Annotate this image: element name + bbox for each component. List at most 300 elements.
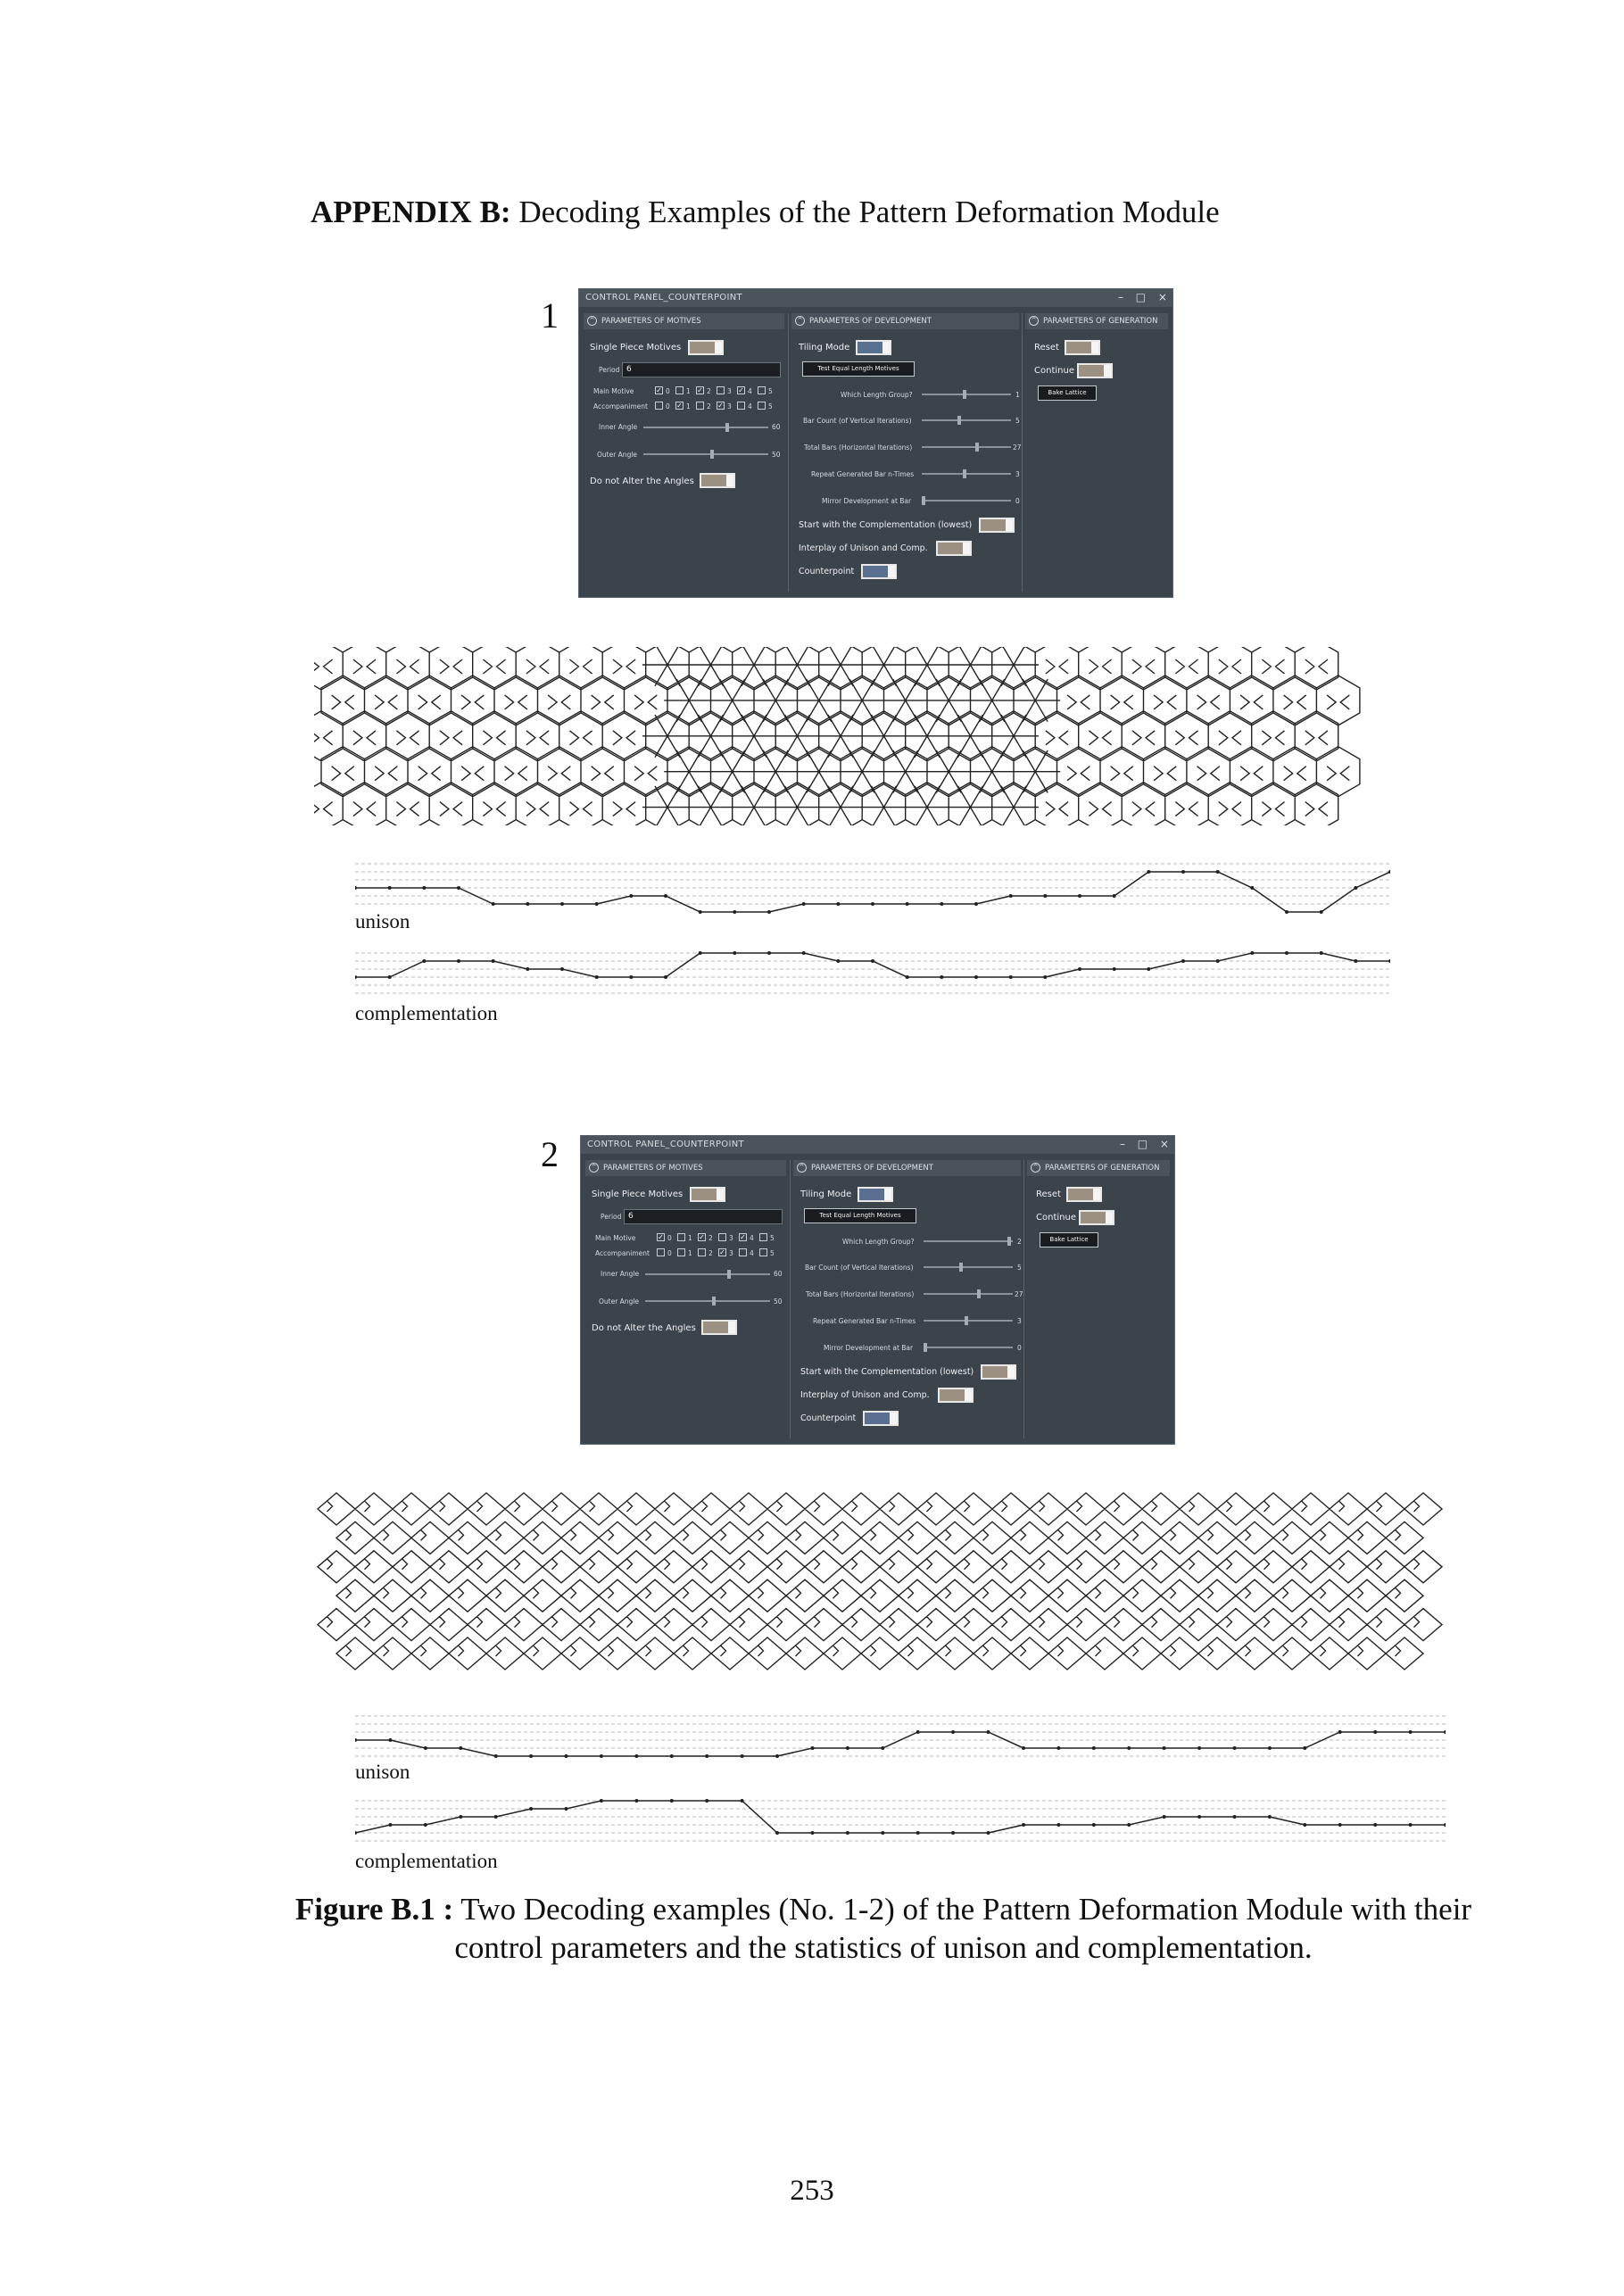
slider-thumb[interactable] <box>965 1316 968 1325</box>
section-generation[interactable]: ^ PARAMETERS OF GENERATION <box>1025 313 1168 329</box>
slider-thumb[interactable] <box>922 496 925 505</box>
interplay-label: Interplay of Unison and Comp. <box>800 1390 930 1400</box>
bar-count-value: 5 <box>1015 417 1020 425</box>
statistic-point <box>526 902 529 906</box>
statistic-point <box>1303 1746 1306 1750</box>
counterpoint-label: Counterpoint <box>800 1413 857 1423</box>
checkbox[interactable] <box>737 402 745 410</box>
mirror-slider[interactable] <box>922 500 1011 501</box>
statistic-point <box>388 975 392 979</box>
outer-angle-label: Outer Angle <box>597 451 638 459</box>
checkbox[interactable] <box>657 1248 665 1256</box>
slider-thumb[interactable] <box>924 1343 927 1352</box>
divider <box>790 1160 791 1438</box>
statistic-points <box>355 870 1390 914</box>
statistic-point <box>1285 951 1288 955</box>
complementation-label: complementation <box>355 1850 498 1872</box>
statistic-point <box>494 1815 498 1819</box>
slider-thumb[interactable] <box>725 423 729 432</box>
panel-title-bar <box>579 289 1172 307</box>
checkbox[interactable] <box>759 1248 767 1256</box>
statistic-point <box>802 902 806 906</box>
checkbox[interactable]: ✓ <box>717 402 724 410</box>
statistic-point <box>459 1746 462 1750</box>
statistic-point <box>1338 1823 1342 1827</box>
statistic-point <box>1444 1823 1446 1827</box>
mirror-value: 0 <box>1015 497 1020 505</box>
statistic-point <box>355 1738 357 1742</box>
slider-thumb[interactable] <box>963 469 966 478</box>
statistic-point <box>1147 870 1150 874</box>
section-development[interactable]: ^ PARAMETERS OF DEVELOPMENT <box>793 1160 1021 1176</box>
slider-thumb[interactable] <box>957 416 961 425</box>
bake-lattice-button[interactable]: Bake Lattice <box>1040 1232 1098 1247</box>
statistic-point <box>1444 1730 1446 1734</box>
statistic-point <box>987 1730 990 1734</box>
statistic-point <box>600 1799 603 1803</box>
statistic-point <box>811 1831 815 1835</box>
pattern-drawing <box>314 647 1385 825</box>
statistic-point <box>424 1746 427 1750</box>
statistic-point <box>492 959 495 963</box>
collapse-icon: ^ <box>797 1163 807 1173</box>
statistic-point <box>670 1754 674 1758</box>
statistic-point <box>916 1730 920 1734</box>
inner-angle-label: Inner Angle <box>601 1270 640 1278</box>
total-bars-slider[interactable] <box>924 1293 1013 1295</box>
collapse-icon: ^ <box>587 316 597 326</box>
tiling-mode-label: Tiling Mode <box>800 1189 852 1199</box>
slider-thumb[interactable] <box>710 450 714 459</box>
repeat-label: Repeat Generated Bar n-Times <box>811 470 915 478</box>
page-number: 253 <box>790 2175 834 2207</box>
statistic-point <box>424 1823 427 1827</box>
statistic-point <box>1320 910 1323 914</box>
statistic-point <box>388 1738 392 1742</box>
statistic-points <box>355 1730 1446 1758</box>
statistic-point <box>565 1807 568 1811</box>
statistic-point <box>1113 967 1116 971</box>
statistic-point <box>1056 1823 1060 1827</box>
interplay-label: Interplay of Unison and Comp. <box>799 543 928 553</box>
statistic-point <box>629 894 633 898</box>
statistic-point <box>1285 910 1288 914</box>
slider-thumb[interactable] <box>1007 1237 1011 1246</box>
statistic-point <box>1303 1823 1306 1827</box>
panel-title: CONTROL PANEL_COUNTERPOINT <box>587 1140 744 1149</box>
statistic-point <box>1354 886 1357 890</box>
statistic-point <box>767 951 771 955</box>
checkbox[interactable]: ✓ <box>658 1233 664 1241</box>
unison-label: unison <box>355 910 410 932</box>
test-equal-length-button[interactable]: Test Equal Length Motives <box>802 361 915 377</box>
statistic-point <box>1022 1746 1025 1750</box>
statistic-point <box>1197 1746 1201 1750</box>
checkbox[interactable]: ✓ <box>656 386 662 394</box>
outer-angle-value: 50 <box>772 451 781 459</box>
statistic-point <box>529 1807 533 1811</box>
statistic-point <box>775 1831 779 1835</box>
checkbox[interactable] <box>718 1233 726 1241</box>
example-number: 1 <box>541 295 559 336</box>
statistic-point <box>741 1799 744 1803</box>
mirror-label: Mirror Development at Bar <box>824 1344 914 1352</box>
statistic-point <box>1043 894 1047 898</box>
statistic-point <box>457 886 460 890</box>
lattice-path <box>314 647 1360 825</box>
checkbox[interactable] <box>675 386 684 394</box>
statistic-line <box>355 1732 1446 1756</box>
total-bars-slider[interactable] <box>922 446 1011 448</box>
figure-caption: Figure B.1 : Two Decoding examples (No. 1-2) of the Pattern Deformation Module with their control parameters and the statistics of unison and complementation. <box>294 1892 1472 1965</box>
start-complementation-label: Start with the Complementation (lowest) <box>800 1367 974 1377</box>
lattice-lines <box>318 1493 1442 1670</box>
statistic-point <box>1197 1815 1201 1819</box>
statistic-point <box>802 951 806 955</box>
continue-label: Continue <box>1036 1213 1076 1223</box>
total-bars-value: 27 <box>1013 443 1022 452</box>
statistic-point <box>1233 1815 1237 1819</box>
collapse-icon: ^ <box>1031 1163 1040 1173</box>
statistic-point <box>1092 1823 1096 1827</box>
checkbox[interactable] <box>696 402 704 410</box>
continue-label: Continue <box>1034 366 1074 376</box>
section-generation[interactable]: ^ PARAMETERS OF GENERATION <box>1027 1160 1170 1176</box>
checkbox[interactable] <box>758 402 766 410</box>
statistic-point <box>1216 870 1220 874</box>
which-length-slider[interactable] <box>924 1240 1013 1242</box>
statistic-point <box>811 1746 815 1750</box>
bar-count-label: Bar Count (of Vertical Iterations) <box>805 1264 914 1272</box>
bar-count-label: Bar Count (of Vertical Iterations) <box>803 417 912 425</box>
interplay-toggle[interactable] <box>938 1388 974 1403</box>
which-length-label: Which Length Group? <box>841 391 913 399</box>
which-length-value: 1 <box>1015 391 1020 399</box>
statistic-point <box>664 894 667 898</box>
slider-thumb[interactable] <box>977 1289 981 1298</box>
outer-angle-value: 50 <box>774 1297 783 1305</box>
bake-lattice-button[interactable]: Bake Lattice <box>1038 385 1097 401</box>
statistic-point <box>1092 1746 1096 1750</box>
repeat-value: 3 <box>1015 470 1020 478</box>
inner-angle-slider[interactable] <box>645 1273 770 1275</box>
statistic-point <box>705 1799 708 1803</box>
checkbox[interactable] <box>758 386 766 394</box>
start-complementation-toggle[interactable] <box>981 1364 1016 1380</box>
pattern-drawing <box>314 1486 1447 1673</box>
period-label: Period <box>599 366 620 374</box>
collapse-icon: ^ <box>795 316 805 326</box>
accompaniment-label: Accompaniment <box>595 1249 650 1257</box>
checkbox[interactable]: ✓ <box>719 1248 725 1256</box>
statistic-point <box>1216 959 1220 963</box>
statistic-point <box>1163 1746 1166 1750</box>
statistic-point <box>951 1831 955 1835</box>
statistic-point <box>1320 951 1323 955</box>
statistic-point <box>1009 975 1013 979</box>
statistic-point <box>767 910 771 914</box>
statistic-point <box>388 1823 392 1827</box>
statistic-point <box>459 1815 462 1819</box>
slider-thumb[interactable] <box>975 443 979 452</box>
counterpoint-label: Counterpoint <box>799 567 855 576</box>
continue-toggle[interactable] <box>1079 1210 1114 1225</box>
statistic-point <box>1147 967 1150 971</box>
statistic-point <box>560 902 564 906</box>
checkbox[interactable] <box>717 386 725 394</box>
statistic-point <box>1268 1815 1272 1819</box>
checkbox[interactable]: ✓ <box>697 386 703 394</box>
statistic-point <box>846 1746 849 1750</box>
statistic-point <box>1373 1730 1377 1734</box>
statistic-point <box>1268 1746 1272 1750</box>
main-motive-label: Main Motive <box>593 387 634 395</box>
divider <box>788 313 789 592</box>
do-not-alter-toggle[interactable] <box>700 473 735 488</box>
level-lines <box>355 1716 1446 1756</box>
statistic-point <box>1022 1823 1025 1827</box>
statistic-point <box>940 975 943 979</box>
window-buttons[interactable]: – □ × <box>1119 1138 1169 1150</box>
statistic-point <box>355 975 357 979</box>
reset-label: Reset <box>1034 343 1059 352</box>
statistic-point <box>492 902 495 906</box>
statistic-point <box>634 1799 638 1803</box>
statistic-point <box>906 902 909 906</box>
statistic-line <box>355 872 1390 912</box>
statistic-point <box>1009 894 1013 898</box>
unison-graph <box>355 857 1390 937</box>
single-piece-toggle[interactable] <box>688 340 724 355</box>
checkbox[interactable]: ✓ <box>738 386 744 394</box>
outer-angle-label: Outer Angle <box>599 1297 640 1305</box>
statistic-point <box>881 1746 884 1750</box>
inner-angle-value: 60 <box>772 423 781 431</box>
appendix-title: APPENDIX B: Decoding Examples of the Pattern Deformation Module <box>311 195 1220 229</box>
statistic-point <box>871 902 874 906</box>
outer-angle-slider[interactable] <box>645 1300 770 1302</box>
statistic-point <box>595 902 599 906</box>
statistic-point <box>1181 959 1185 963</box>
statistic-point <box>836 959 840 963</box>
checkbox[interactable]: ✓ <box>740 1233 746 1241</box>
statistic-point <box>1078 894 1081 898</box>
checkbox[interactable] <box>677 1248 685 1256</box>
statistic-point <box>733 951 736 955</box>
statistic-point <box>1233 1746 1237 1750</box>
bar-count-value: 5 <box>1017 1264 1022 1272</box>
period-label: Period <box>601 1213 622 1221</box>
collapse-icon: ^ <box>1029 316 1039 326</box>
unison-label: unison <box>355 1761 410 1783</box>
example-number: 2 <box>541 1134 559 1174</box>
checkbox[interactable] <box>759 1233 767 1241</box>
statistic-point <box>1113 894 1116 898</box>
repeat-slider[interactable] <box>922 473 1011 475</box>
outer-angle-slider[interactable] <box>643 453 768 455</box>
statistic-point <box>699 951 702 955</box>
start-complementation-label: Start with the Complementation (lowest) <box>799 520 973 530</box>
statistic-point <box>565 1754 568 1758</box>
checkbox[interactable]: ✓ <box>699 1233 705 1241</box>
section-development[interactable]: ^ PARAMETERS OF DEVELOPMENT <box>791 313 1019 329</box>
statistic-point <box>422 959 426 963</box>
statistic-point <box>1388 959 1390 963</box>
statistic-point <box>987 1831 990 1835</box>
statistic-point <box>699 910 702 914</box>
checkbox[interactable] <box>655 402 663 410</box>
tiling-mode-label: Tiling Mode <box>799 343 850 352</box>
statistic-point <box>1056 1746 1060 1750</box>
inner-angle-label: Inner Angle <box>599 423 638 431</box>
do-not-alter-toggle[interactable] <box>701 1320 737 1335</box>
total-bars-label: Total Bars (Horizontal Iterations) <box>804 443 913 452</box>
statistic-point <box>355 1831 357 1835</box>
statistic-point <box>846 1831 849 1835</box>
period-input[interactable]: 6 <box>624 1209 783 1224</box>
inner-angle-value: 60 <box>774 1270 783 1278</box>
statistic-point <box>1127 1823 1131 1827</box>
bar-count-slider[interactable] <box>924 1266 1013 1268</box>
counterpoint-toggle[interactable] <box>863 1411 899 1426</box>
divider <box>1023 1160 1024 1438</box>
statistic-point <box>871 959 874 963</box>
statistic-point <box>836 902 840 906</box>
level-lines <box>355 1801 1446 1841</box>
complementation-graph <box>355 946 1390 1026</box>
tiling-mode-toggle[interactable] <box>856 340 891 355</box>
slider-thumb[interactable] <box>959 1263 963 1272</box>
reset-label: Reset <box>1036 1189 1061 1199</box>
statistic-point <box>388 886 392 890</box>
continue-toggle[interactable] <box>1077 363 1113 378</box>
statistic-point <box>1181 870 1185 874</box>
repeat-slider[interactable] <box>924 1320 1013 1322</box>
do-not-alter-label: Do not Alter the Angles <box>592 1323 696 1333</box>
control-panel: CONTROL PANEL_COUNTERPOINT – □ × ^ PARAMETERS OF MOTIVES ^ PARAMETERS OF DEVELOPMENT ^ PARAMETERS OF GENERATION Single Piece Motives Period 6 Main Motive Accompaniment ✓ 0 1 ✓ 2 3 ✓ 4 5 0 1 2 ✓ 3 4 5 Inner Angle 60 Outer Angle 50 Do not Alter the Angles Tiling Mode Test Equal Length Motives Which Length Group? 2 Bar Count (of Vertical Iterations) 5 Total Bars (Horizontal Iterations) 27 Repeat Generated Bar n-Times 3 Mirror Development at Bar 0 Start with the Complementation (lowest) Interplay of Unison and Comp. Counterpoint Reset Continue Bake Lattice <box>580 1135 1175 1445</box>
statistic-point <box>629 975 633 979</box>
period-input[interactable]: 6 <box>622 362 781 377</box>
statistic-point <box>457 959 460 963</box>
bar-count-slider[interactable] <box>922 419 1011 421</box>
statistic-line <box>355 953 1390 977</box>
panel-title: CONTROL PANEL_COUNTERPOINT <box>585 293 742 303</box>
main-motive-label: Main Motive <box>595 1234 636 1242</box>
total-bars-label: Total Bars (Horizontal Iterations) <box>806 1290 915 1298</box>
checkbox[interactable] <box>698 1248 706 1256</box>
level-lines <box>355 953 1390 993</box>
level-lines <box>355 864 1390 904</box>
divider <box>1022 313 1023 592</box>
tiling-mode-toggle[interactable] <box>858 1187 893 1202</box>
counterpoint-toggle[interactable] <box>861 564 897 579</box>
statistic-point <box>741 1754 744 1758</box>
do-not-alter-label: Do not Alter the Angles <box>590 477 694 486</box>
statistic-point <box>906 975 909 979</box>
statistic-point <box>1250 886 1254 890</box>
total-bars-value: 27 <box>1015 1290 1023 1298</box>
statistic-point <box>974 902 978 906</box>
reset-toggle[interactable] <box>1065 340 1100 355</box>
checkbox[interactable] <box>677 1233 685 1241</box>
slider-thumb[interactable] <box>712 1297 716 1305</box>
start-complementation-toggle[interactable] <box>979 518 1015 533</box>
slider-thumb[interactable] <box>727 1270 731 1279</box>
repeat-label: Repeat Generated Bar n-Times <box>813 1317 916 1325</box>
test-equal-length-button[interactable]: Test Equal Length Motives <box>804 1208 916 1223</box>
checkbox[interactable] <box>739 1248 747 1256</box>
statistic-point <box>1409 1823 1413 1827</box>
statistic-point <box>974 975 978 979</box>
statistic-point <box>881 1831 884 1835</box>
statistic-point <box>634 1754 638 1758</box>
unison-graph <box>355 1709 1446 1789</box>
statistic-point <box>1163 1815 1166 1819</box>
statistic-point <box>664 975 667 979</box>
statistic-point <box>560 967 564 971</box>
statistic-point <box>1043 975 1047 979</box>
statistic-point <box>1127 1746 1131 1750</box>
window-buttons[interactable]: – □ × <box>1117 291 1167 303</box>
mirror-label: Mirror Development at Bar <box>822 497 912 505</box>
which-length-slider[interactable] <box>922 394 1011 395</box>
statistic-point <box>775 1754 779 1758</box>
interplay-toggle[interactable] <box>936 541 972 556</box>
section-motives[interactable]: ^ PARAMETERS OF MOTIVES <box>584 313 784 329</box>
statistic-point <box>1373 1823 1377 1827</box>
statistic-point <box>526 967 529 971</box>
inner-angle-slider[interactable] <box>643 427 768 428</box>
lattice-lines <box>314 647 1360 825</box>
control-panel: CONTROL PANEL_COUNTERPOINT – □ × ^ PARAMETERS OF MOTIVES ^ PARAMETERS OF DEVELOPMENT ^ PARAMETERS OF GENERATION Single Piece Motives Period 6 Main Motive Accompaniment ✓ 0 1 ✓ 2 3 ✓ 4 5 0 ✓ 1 2 ✓ 3 4 5 Inner Angle 60 Outer Angle 50 Do not Alter the Angles Tiling Mode Test Equal Length Motives Which Length Group? 1 Bar Count (of Vertical Iterations) 5 Total Bars (Horizontal Iterations) 27 Repeat Generated Bar n-Times 3 Mirror Development at Bar 0 Start with the Complementation (lowest) Interplay of Unison and Comp. Counterpoint Reset Continue Bake Lattice <box>578 288 1173 598</box>
collapse-icon: ^ <box>589 1163 599 1173</box>
slider-thumb[interactable] <box>963 390 966 399</box>
statistic-point <box>1250 951 1254 955</box>
lattice-path <box>318 1493 1442 1670</box>
mirror-value: 0 <box>1017 1344 1022 1352</box>
single-piece-toggle[interactable] <box>690 1187 725 1202</box>
statistic-point <box>1354 959 1357 963</box>
statistic-point <box>940 902 943 906</box>
statistic-point <box>1409 1730 1413 1734</box>
single-piece-label: Single Piece Motives <box>592 1189 684 1199</box>
repeat-value: 3 <box>1017 1317 1022 1325</box>
checkbox[interactable]: ✓ <box>676 402 683 410</box>
statistic-point <box>705 1754 708 1758</box>
statistic-point <box>595 975 599 979</box>
statistic-point <box>951 1730 955 1734</box>
statistic-point <box>355 886 357 890</box>
statistic-point <box>529 1754 533 1758</box>
statistic-point <box>733 910 736 914</box>
statistic-point <box>670 1799 674 1803</box>
single-piece-label: Single Piece Motives <box>590 343 682 352</box>
reset-toggle[interactable] <box>1066 1187 1102 1202</box>
panel-title-bar <box>581 1136 1174 1154</box>
statistic-point <box>916 1831 920 1835</box>
statistic-point <box>422 886 426 890</box>
statistic-point <box>1338 1730 1342 1734</box>
accompaniment-label: Accompaniment <box>593 402 648 410</box>
section-motives[interactable]: ^ PARAMETERS OF MOTIVES <box>585 1160 786 1176</box>
statistic-point <box>494 1754 498 1758</box>
which-length-label: Which Length Group? <box>842 1238 915 1246</box>
statistic-point <box>1078 967 1081 971</box>
complementation-label: complementation <box>355 1002 498 1024</box>
statistic-point <box>600 1754 603 1758</box>
complementation-graph <box>355 1794 1446 1874</box>
mirror-slider[interactable] <box>924 1347 1013 1348</box>
